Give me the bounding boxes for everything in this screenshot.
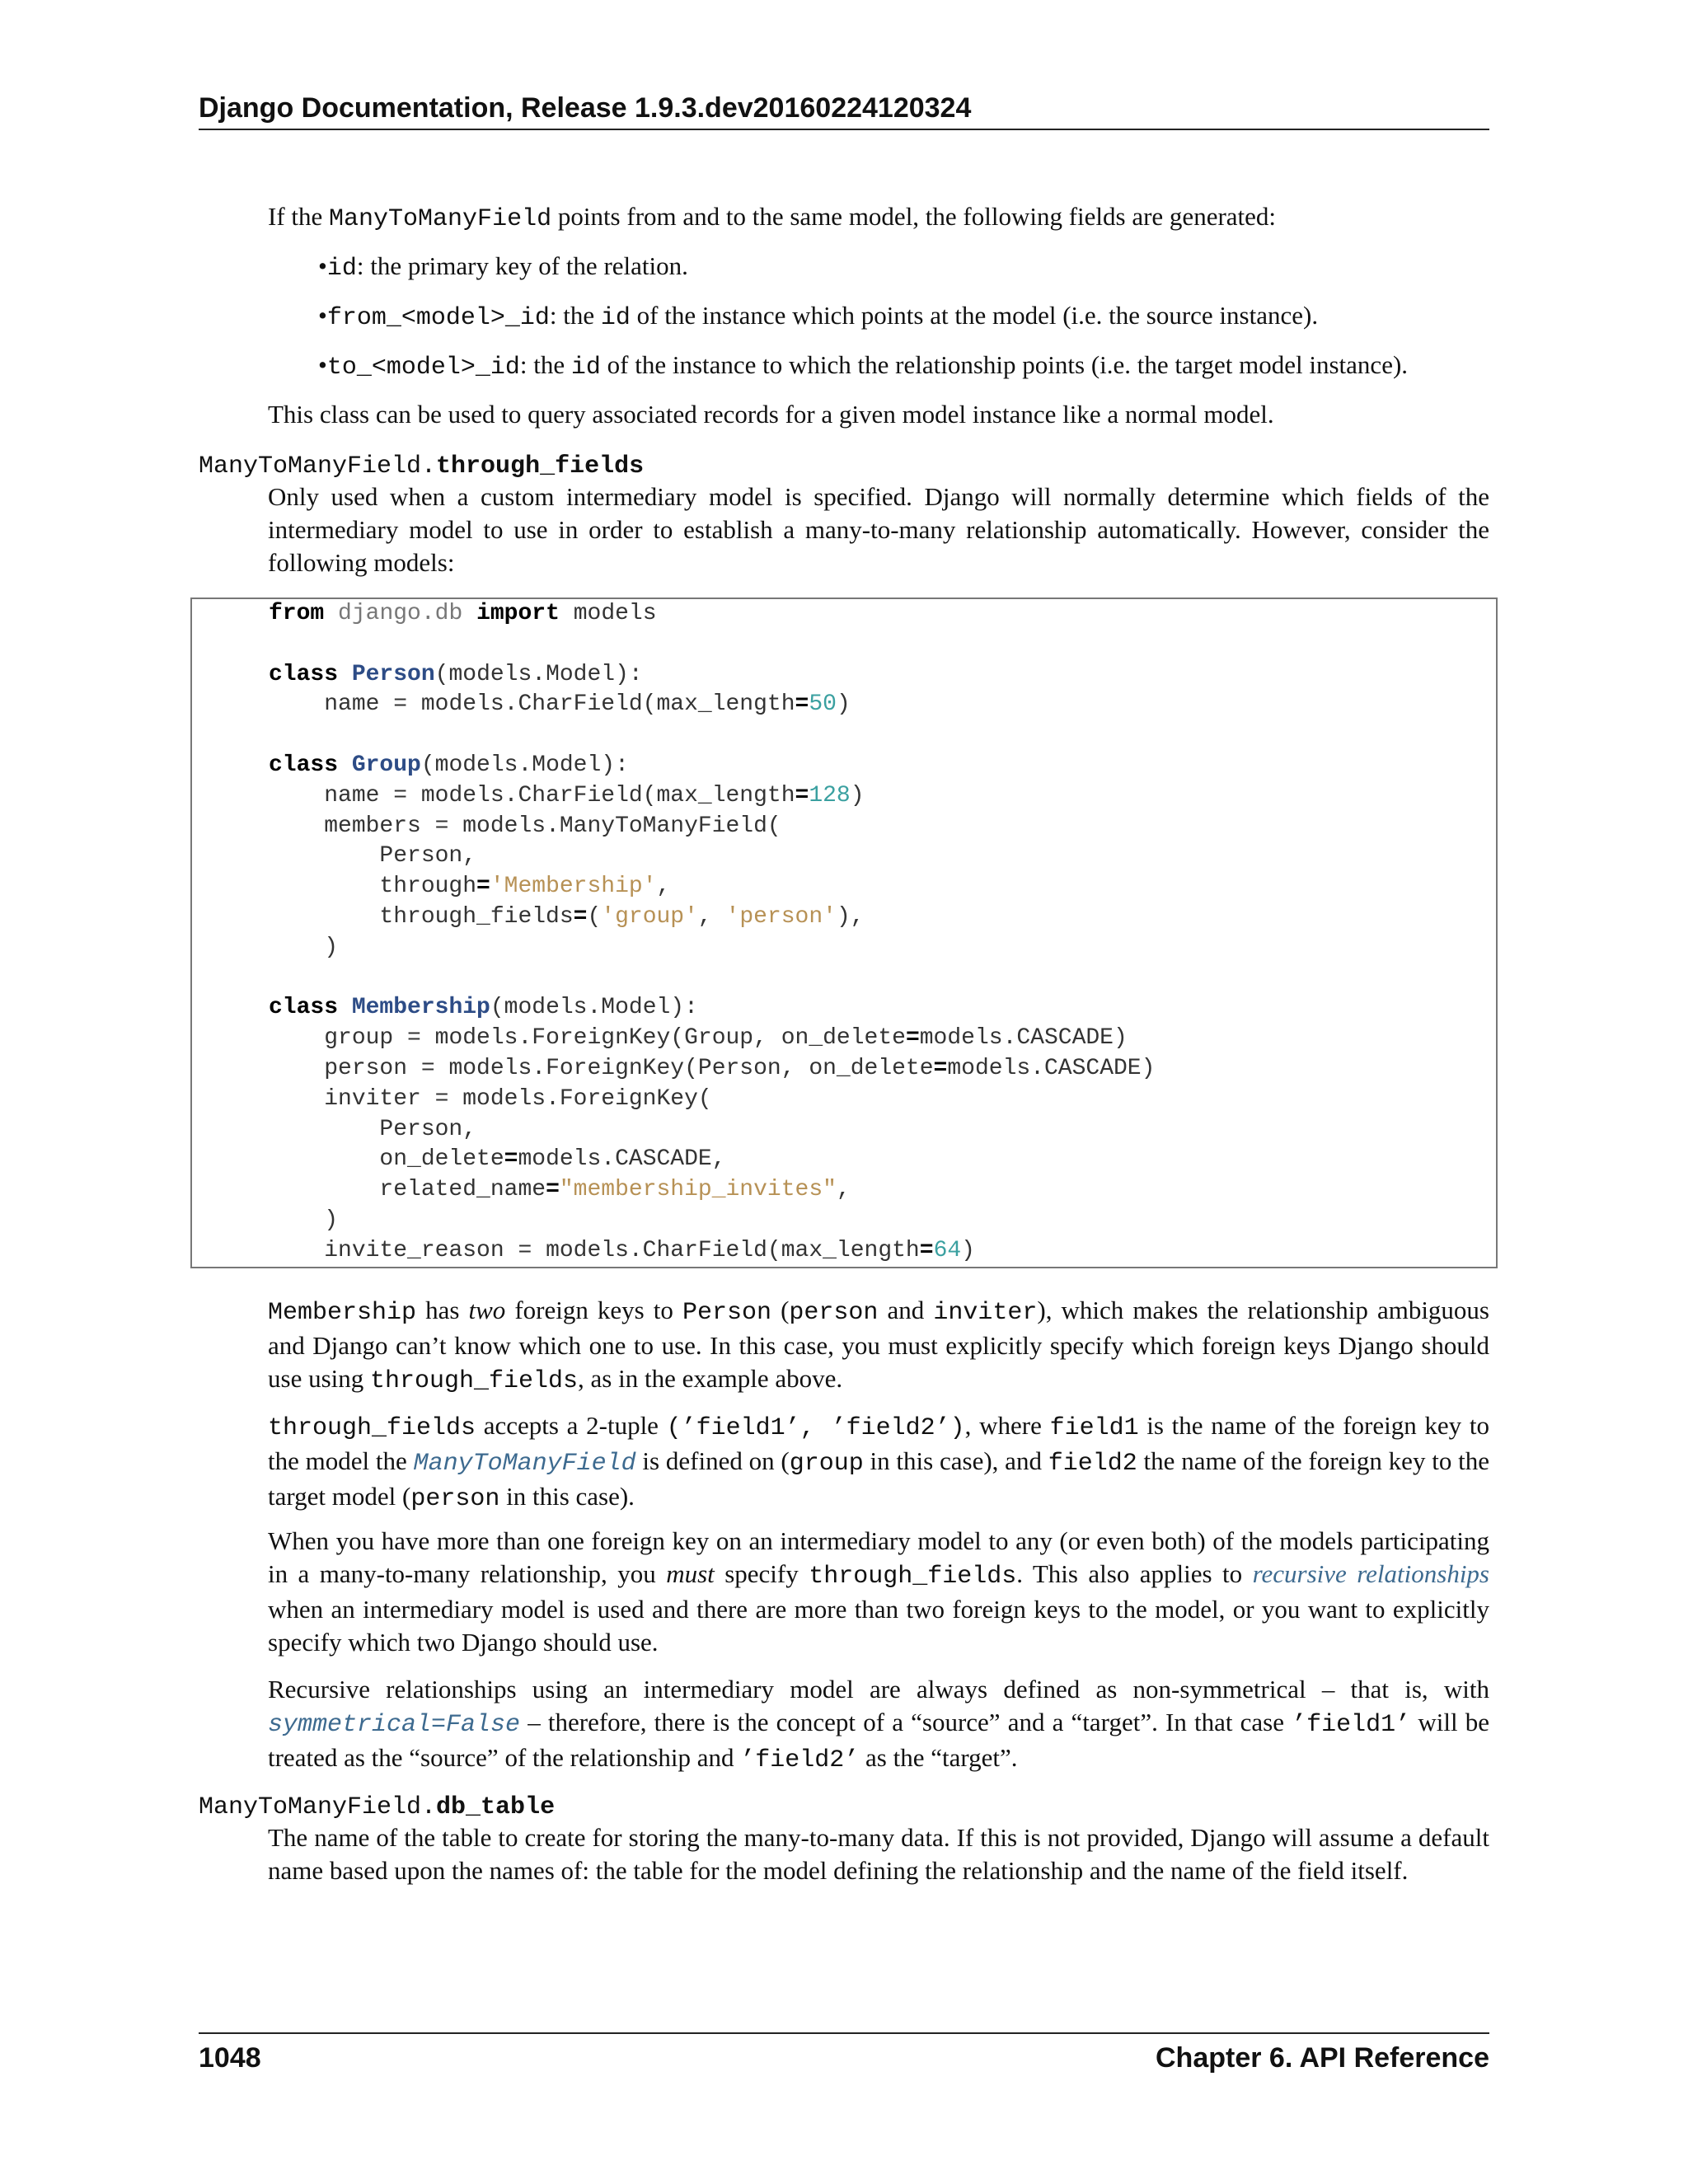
multiple-fk-paragraph: When you have more than one foreign key on an intermediary model to any (or even both) of the models participating in a many-to-many relationship, you must specify through_fields. This also applies to recursive relationships when an intermediary model is used and there are more than two foreign keys to the model, or you want to explicitly specify which two Django should use. bbox=[268, 1526, 1489, 1657]
recursive-paragraph: Recursive relationships using an intermediary model are always defined as non-symmetrical – that is, with symmetrical=False – therefore, there is the concept of a “source” and a “target”. In that case ’field1’ will be treated as the “source” of the relationship and ’field2’ as the “target”. bbox=[268, 1675, 1489, 1774]
code-listing: from django.db import models class Person(models.Model): name = models.CharField(max_length=50) class Group(models.Model): name = models.CharField(max_length=128) members = models.ManyToManyField( Person, through='Membership', through_fields=('group', 'person'), ) class Membership(models.Model): group = models.ForeignKey(Group, on_delete=models.CASCADE) person = models.ForeignKey(Person, on_delete=models.CASCADE) inviter = models.ForeignKey( Person, on_delete=models.CASCADE, related_name="membership_invites", ) invite_reason = models.CharField(max_length=64) bbox=[269, 601, 1156, 1263]
recursive-relationships-link[interactable]: recursive relationships bbox=[1252, 1559, 1489, 1588]
query-note: This class can be used to query associated records for a given model instance like a normal model. bbox=[268, 400, 1274, 429]
tuple-paragraph: through_fields accepts a 2-tuple (’field1’, ’field2’), where field1 is the name of the foreign key to the model the ManyToManyField is defined on (group in this case), and field2 the name of the foreign key to the target model (person in this case). bbox=[268, 1411, 1489, 1513]
symmetrical-link[interactable]: symmetrical=False bbox=[268, 1711, 521, 1739]
bullet-item: •to_<model>_id: the id of the instance to which the relationship points (i.e. the target model instance). bbox=[318, 350, 1409, 382]
manytomanyfield-link[interactable]: ManyToManyField bbox=[413, 1450, 636, 1478]
bullet-item: •id: the primary key of the relation. bbox=[318, 251, 688, 283]
header-divider bbox=[199, 129, 1489, 130]
intro-paragraph: If the ManyToManyField points from and to the same model, the following fields are generated: bbox=[268, 202, 1277, 233]
db-table-description: The name of the table to create for storing the many-to-many data. If this is not provided, Django will assume a default name based upon the names of: the table for the model defining the relationship and the name of the field itself. bbox=[268, 1823, 1489, 1885]
code-block bbox=[190, 598, 1498, 1268]
running-header: Django Documentation, Release 1.9.3.dev20160224120324 bbox=[199, 92, 972, 124]
through-fields-signature: ManyToManyField.through_fields bbox=[199, 452, 645, 480]
footer-divider bbox=[199, 2032, 1489, 2034]
chapter-title: Chapter 6. API Reference bbox=[1156, 2042, 1489, 2074]
through-fields-description: Only used when a custom intermediary model is specified. Django will normally determine which fields of the intermediary model to use in order to establish a many-to-many relationship automatically. However, consider the following models: bbox=[268, 482, 1489, 577]
page-number: 1048 bbox=[199, 2042, 261, 2074]
bullet-item: •from_<model>_id: the id of the instance which points at the model (i.e. the source instance). bbox=[318, 301, 1319, 332]
db-table-signature: ManyToManyField.db_table bbox=[199, 1793, 556, 1821]
ambiguity-paragraph: Membership has two foreign keys to Person (person and inviter), which makes the relationship ambiguous and Django can’t know which one to use. In this case, you must explicitly specify which foreign keys Django should use using through_fields, as in the example above. bbox=[268, 1296, 1489, 1395]
